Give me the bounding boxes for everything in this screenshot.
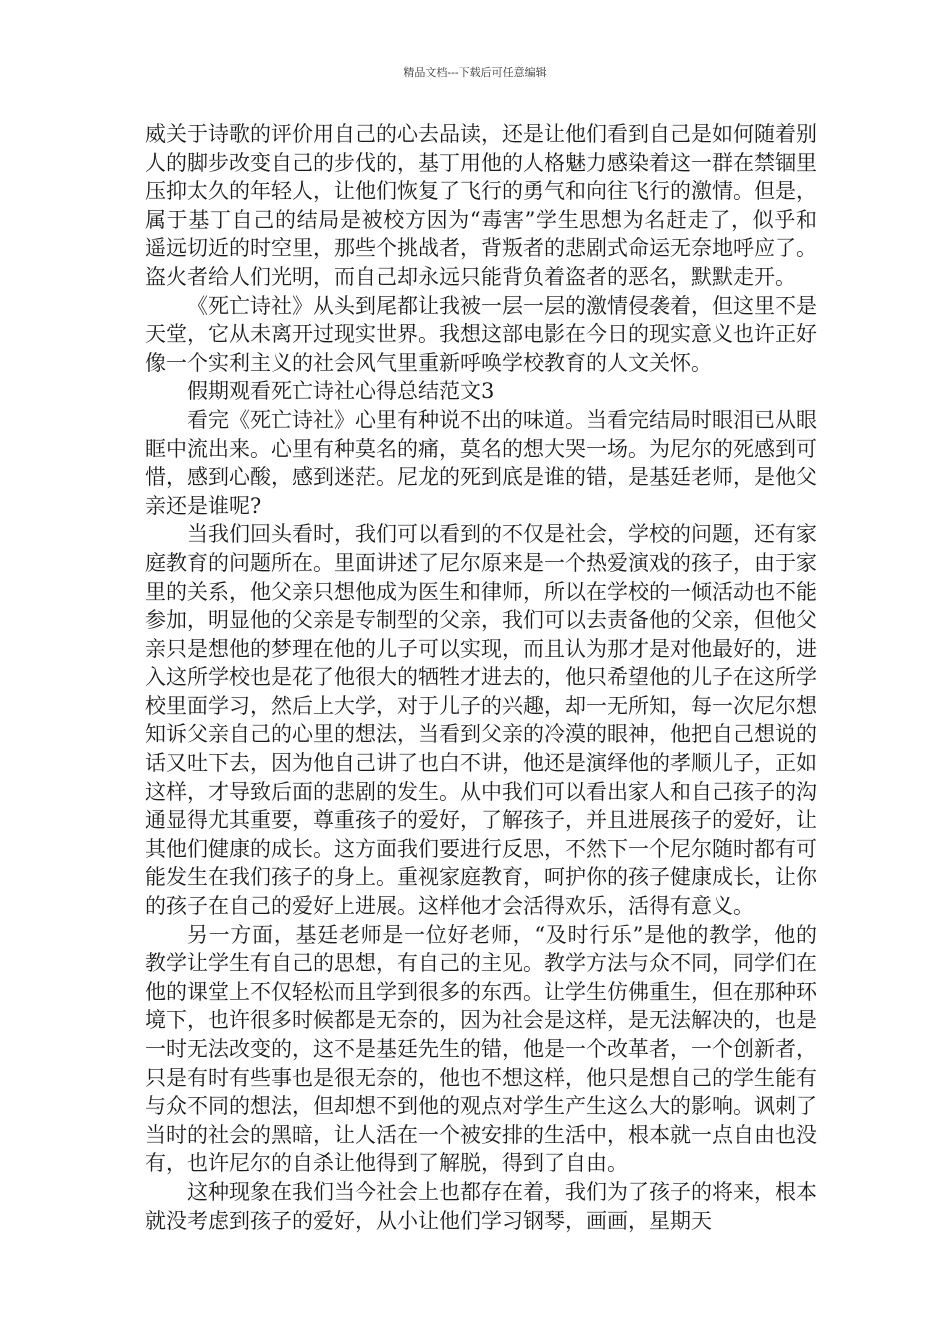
paragraph-2: 《死亡诗社》从头到尾都让我被一层一层的激情侵袭着，但这里不是天堂，它从未离开过现实世界。我想这部电影在今日的现实意义也许正好像一个实利主义的社会风气里重新呼唤学校教育的人文关怀。 — [145, 293, 817, 375]
paragraph-3: 看完《死亡诗社》心里有种说不出的味道。当看完结局时眼泪已从眼眶中流出来。心里有种莫名的痛，莫名的想大哭一场。为尼尔的死感到可惜，感到心酸，感到迷茫。尼龙的死到底是谁的错，是基廷老师，是他父亲还是谁呢? — [145, 407, 817, 518]
section-heading: 假期观看死亡诗社心得总结范文3 — [187, 379, 495, 404]
paragraph-1: 威关于诗歌的评价用自己的心去品读，还是让他们看到自己是如何随着别人的脚步改变自己的步伐的，基丁用他的人格魅力感染着这一群在禁锢里压抑太久的年轻人，让他们恢复了飞行的勇气和向往飞行的激情。但是，属于基丁自己的结局是被校方因为“毒害”学生思想为名赶走了，似乎和遥远切近的时空里，那些个挑战者，背叛者的悲剧式命运无奈地呼应了。盗火者给人们光明，而自己却永远只能背负着盗者的恶名，默默走开。 — [145, 122, 817, 289]
page-header: 精品文档---下载后可任意编辑 — [403, 66, 547, 79]
paragraph-4: 当我们回头看时，我们可以看到的不仅是社会，学校的问题，还有家庭教育的问题所在。里面讲述了尼尔原来是一个热爱演戏的孩子，由于家里的关系，他父亲只想他成为医生和律师，所以在学校的一倾活动也不能参加，明显他的父亲是专制型的父亲，我们可以去责备他的父亲，但他父亲只是想他的梦理在他的儿子可以实现，而且认为那才是对他最好的，进入这所学校也是花了他很大的牺牲才进去的，他只希望他的儿子在这所学校里面学习，然后上大学，对于儿子的兴趣，却一无所知，每一次尼尔想知诉父亲自己的心里的想法，当看到父亲的冷漠的眼神，他把自己想说的话又吐下去，因为他自己讲了也白不讲，他还是演绎他的孝顺儿子，正如这样，才导致后面的悲剧的发生。从中我们可以看出家人和自己孩子的沟通显得尤其重要，尊重孩子的爱好，了解孩子，并且进展孩子的爱好，让其他们健康的成长。这方面我们要进行反思，不然下一个尼尔随时都有可能发生在我们孩子的身上。重视家庭教育，呵护你的孩子健康成长，让你的孩子在自己的爱好上进展。这样他才会活得欢乐，活得有意义。 — [145, 522, 817, 919]
paragraph-5: 另一方面，基廷老师是一位好老师，“及时行乐”是他的教学，他的教学让学生有自己的思想，有自己的主见。教学方法与众不同，同学们在他的课堂上不仅轻松而且学到很多的东西。让学生仿佛重生，但在那种环境下，也许很多时候都是无奈的，因为社会是这样，是无法解决的，也是一时无法改变的，这不是基廷先生的错，他是一个改革者，一个创新者，只是有时有些事也是很无奈的，他也不想这样，他只是想自己的学生能有与众不同的想法，但却想不到他的观点对学生产生这么大的影响。讽刺了当时的社会的黑暗，让人活在一个被安排的生活中，根本就一点自由也没有，也许尼尔的自杀让他得到了解脱，得到了自由。 — [145, 922, 817, 1176]
document-body — [145, 120, 817, 1235]
paragraph-6: 这种现象在我们当今社会上也都存在着，我们为了孩子的将来，根本就没考虑到孩子的爱好，从小让他们学习钢琴，画画，星期天 — [145, 1179, 817, 1233]
